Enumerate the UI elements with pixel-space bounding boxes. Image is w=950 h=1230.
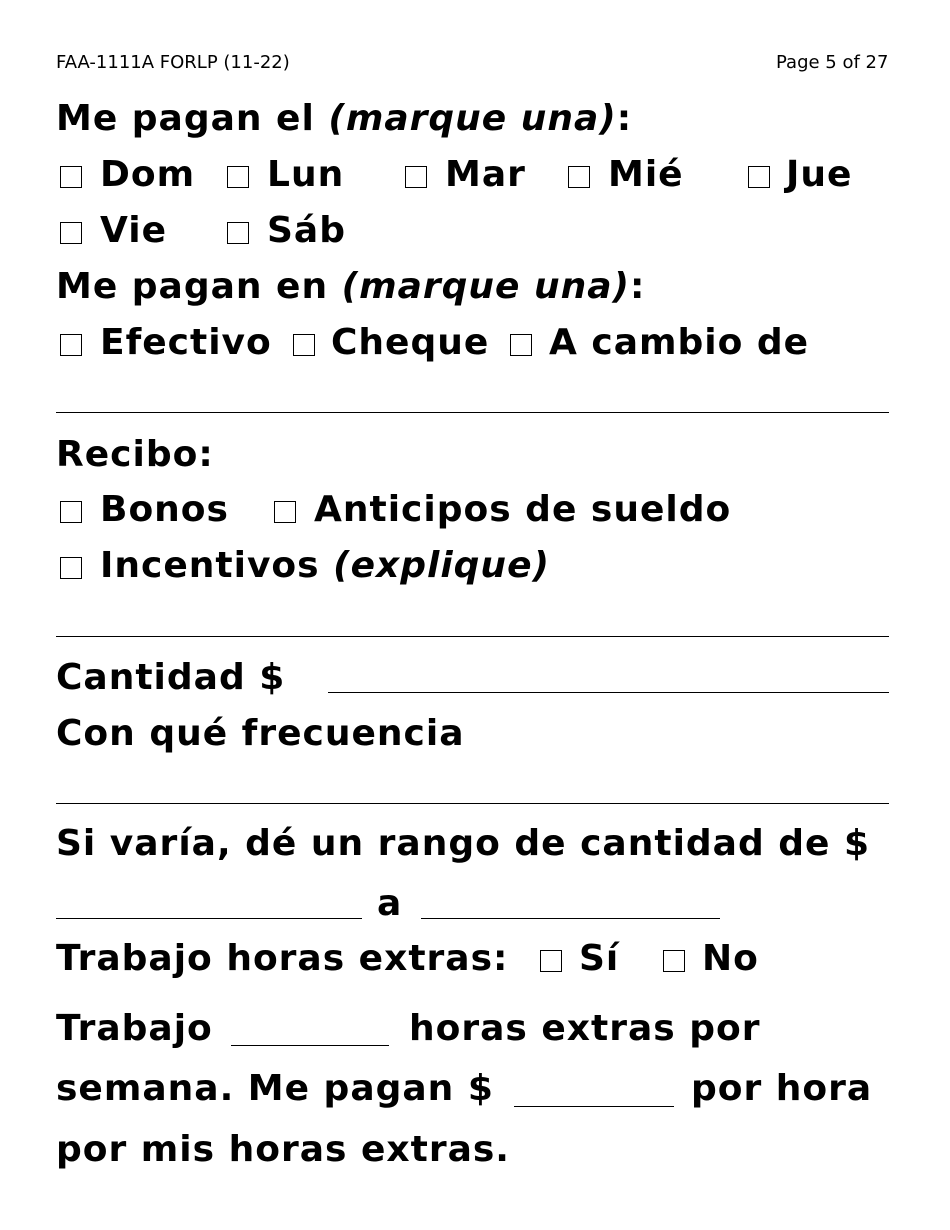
day-vie-checkbox[interactable] [60, 222, 82, 244]
range-label: Si varía, dé un rango de cantidad de $ [56, 823, 871, 864]
incentives-checkbox[interactable] [60, 557, 82, 579]
day-lun-checkbox[interactable] [227, 166, 249, 188]
overtime-hours-line[interactable] [231, 1045, 389, 1046]
overtime-no-checkbox[interactable] [663, 950, 685, 972]
bonus-checkbox[interactable] [60, 501, 82, 523]
day-mie-label: Mié [608, 154, 684, 195]
day-jue-checkbox[interactable] [748, 166, 770, 188]
incentives-label [100, 545, 550, 586]
cash-checkbox[interactable] [60, 334, 82, 356]
bonus-label: Bonos [100, 489, 229, 530]
overtime-pay-text-a: semana. Me pagan $ [56, 1068, 494, 1109]
form-id: FAA-1111A FORLP (11-22) [56, 52, 290, 73]
exchange-checkbox[interactable] [510, 334, 532, 356]
paid-on-prompt [56, 98, 632, 139]
range-from-line[interactable] [56, 918, 362, 919]
overtime-hours-text-b: horas extras por [409, 1008, 761, 1049]
paid-on-hint: (marque una) [328, 98, 617, 139]
overtime-pay-text-c: por mis horas extras. [56, 1129, 510, 1170]
paid-in-prompt [56, 266, 645, 307]
range-to-line[interactable] [421, 918, 720, 919]
paid-on-prompt-text: Me pagan el [56, 98, 329, 139]
overtime-label: Trabajo horas extras: [56, 938, 509, 979]
advances-label: Anticipos de sueldo [314, 489, 732, 530]
page-number: Page 5 of 27 [776, 52, 889, 73]
overtime-yes-label: Sí [579, 938, 620, 979]
frequency-label: Con qué frecuencia [56, 713, 465, 754]
paid-on-colon: : [616, 98, 633, 139]
overtime-hours-text-a: Trabajo [56, 1008, 213, 1049]
day-sab-label: Sáb [267, 210, 346, 251]
day-vie-label: Vie [100, 210, 167, 251]
day-mie-checkbox[interactable] [568, 166, 590, 188]
paid-in-prompt-text: Me pagan en [56, 266, 342, 307]
day-dom-checkbox[interactable] [60, 166, 82, 188]
incentives-answer-line[interactable] [56, 636, 889, 637]
receive-label: Recibo: [56, 434, 214, 475]
amount-input-line[interactable] [328, 692, 889, 693]
day-lun-label: Lun [267, 154, 345, 195]
exchange-answer-line[interactable] [56, 412, 889, 413]
day-mar-checkbox[interactable] [405, 166, 427, 188]
day-jue-label: Jue [786, 154, 853, 195]
frequency-input-line[interactable] [56, 803, 889, 804]
check-label: Cheque [331, 322, 490, 363]
cash-label: Efectivo [100, 322, 272, 363]
overtime-yes-checkbox[interactable] [540, 950, 562, 972]
exchange-label: A cambio de [549, 322, 810, 363]
paid-in-colon: : [630, 266, 646, 307]
overtime-no-label: No [702, 938, 759, 979]
incentives-hint: (explique) [333, 545, 550, 586]
advances-checkbox[interactable] [274, 501, 296, 523]
day-dom-label: Dom [100, 154, 196, 195]
overtime-pay-line[interactable] [514, 1106, 674, 1107]
day-sab-checkbox[interactable] [227, 222, 249, 244]
day-mar-label: Mar [445, 154, 526, 195]
overtime-pay-text-b: por hora [691, 1068, 873, 1109]
check-checkbox[interactable] [293, 334, 315, 356]
range-to-label: a [377, 883, 403, 924]
amount-label: Cantidad $ [56, 657, 286, 698]
paid-in-hint: (marque una) [341, 266, 631, 307]
incentives-text: Incentivos [100, 545, 334, 586]
